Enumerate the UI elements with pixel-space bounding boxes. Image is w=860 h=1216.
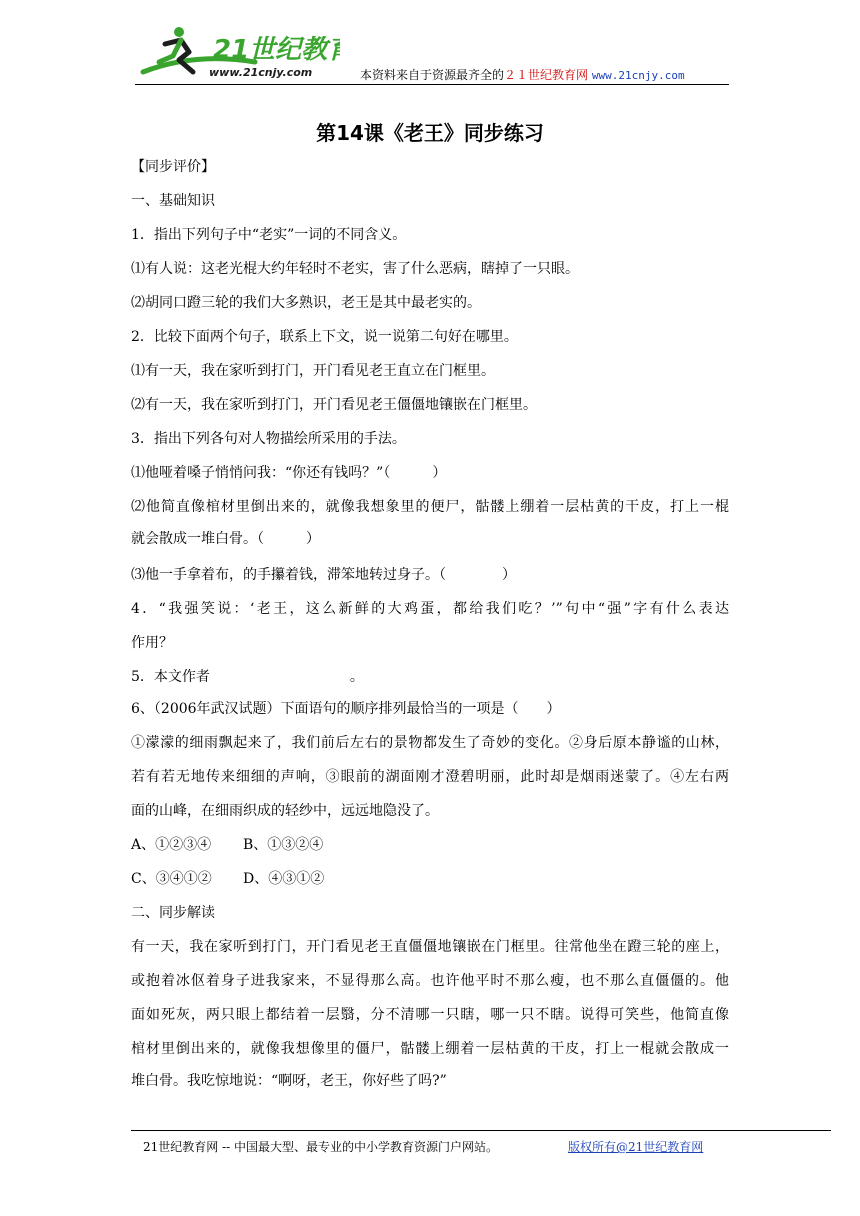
reading-line-1: 有一天，我在家听到打门，开门看见老王直僵僵地镶嵌在门框里。往常他坐在蹬三轮的座上，: [131, 939, 729, 955]
option-b: B、①③②④: [243, 837, 324, 853]
option-a: A、①②③④: [131, 837, 212, 853]
question-2-item-1: ⑴有一天，我在家听到打门，开门看见老王直立在门框里。: [131, 363, 495, 379]
reading-line-2: 或抱着冰伛着身子进我家来，不显得那么高。也许他平时不那么瘦，也不那么直僵僵的。他: [131, 973, 729, 989]
option-d: D、④③①②: [243, 871, 325, 887]
section-reading: 二、同步解读: [131, 905, 215, 921]
site-logo: [135, 22, 340, 84]
question-6-passage-line-1: ①濛濛的细雨飘起来了，我们前后左右的景物都发生了奇妙的变化。②身后原本静谧的山林，: [131, 735, 729, 751]
footer-copyright-link[interactable]: 版权所有@21世纪教育网: [568, 1140, 704, 1154]
question-3-item-3: ⑶他一手拿着布，的手攥着钱，滞笨地转过身子。（ ）: [131, 567, 516, 583]
question-6-passage-line-2: 若有若无地传来细细的声响，③眼前的湖面刚才澄碧明丽，此时却是烟雨迷蒙了。④左右两: [131, 769, 729, 785]
question-3: 3．指出下列各句对人物描绘所采用的手法。: [131, 431, 406, 447]
question-3-item-1: ⑴他哑着嗓子悄悄问我：“你还有钱吗？”（ ）: [131, 465, 447, 481]
question-3-item-2-line-1: ⑵他简直像棺材里倒出来的，就像我想象里的便尸，骷髅上绷着一层枯黄的干皮，打上一棍: [131, 499, 729, 515]
section-basic: 一、基础知识: [131, 193, 215, 209]
question-6: 6、（2006年武汉试题）下面语句的顺序排列最恰当的一项是（ ）: [131, 701, 561, 717]
section-sync-eval: 【同步评价】: [131, 159, 215, 175]
runner-logo-icon: [135, 22, 340, 84]
reading-line-4: 棺材里倒出来的，就像我想像里的僵尸，骷髅上绷着一层枯黄的干皮，打上一棍就会散成一: [131, 1041, 729, 1057]
question-1-item-2: ⑵胡同口蹬三轮的我们大多熟识，老王是其中最老实的。: [131, 295, 481, 311]
header-source-prefix: 本资料来自于资源最齐全的: [360, 68, 505, 82]
footer-divider: [131, 1130, 831, 1131]
header-source-line: [360, 66, 685, 83]
question-1: 1．指出下列句子中“老实”一词的不同含义。: [131, 227, 407, 243]
header-source-brand[interactable]: ２１世纪教育网: [504, 68, 589, 82]
question-6-passage-line-3: 面的山峰，在细雨织成的轻纱中，远远地隐没了。: [131, 803, 439, 819]
question-4-line-2: 作用？: [131, 635, 173, 651]
question-5: 5．本文作者 。: [131, 669, 364, 685]
option-c: C、③④①②: [131, 871, 212, 887]
question-3-item-2-line-2: 就会散成一堆白骨。（ ）: [131, 531, 320, 547]
question-2: 2．比较下面两个句子，联系上下文，说一说第二句好在哪里。: [131, 329, 518, 345]
logo-text: 21世纪教育: [213, 35, 340, 65]
reading-line-5: 堆白骨。我吃惊地说：“啊呀，老王，你好些了吗?”: [131, 1073, 447, 1089]
question-2-item-2: ⑵有一天，我在家听到打门，开门看见老王僵僵地镶嵌在门框里。: [131, 397, 537, 413]
header-divider: [135, 84, 729, 85]
footer-text: 21世纪教育网 -- 中国最大型、最专业的中小学教育资源门户网站。: [143, 1140, 499, 1154]
question-1-item-1: ⑴有人说：这老光棍大约年轻时不老实，害了什么恶病，瞎掉了一只眼。: [131, 261, 579, 277]
page-title: 第14课《老王》同步练习: [316, 121, 544, 145]
header-source-url[interactable]: www.21cnjy.com: [591, 69, 685, 82]
reading-line-3: 面如死灰，两只眼上都结着一层翳，分不清哪一只瞎，哪一只不瞎。说得可笑些，他简直像: [131, 1007, 729, 1023]
logo-url: www.21cnjy.com: [209, 66, 313, 79]
question-4-line-1: 4．“我强笑说：‘老王，这么新鲜的大鸡蛋，都给我们吃？’”句中“强”字有什么表达: [131, 601, 729, 617]
